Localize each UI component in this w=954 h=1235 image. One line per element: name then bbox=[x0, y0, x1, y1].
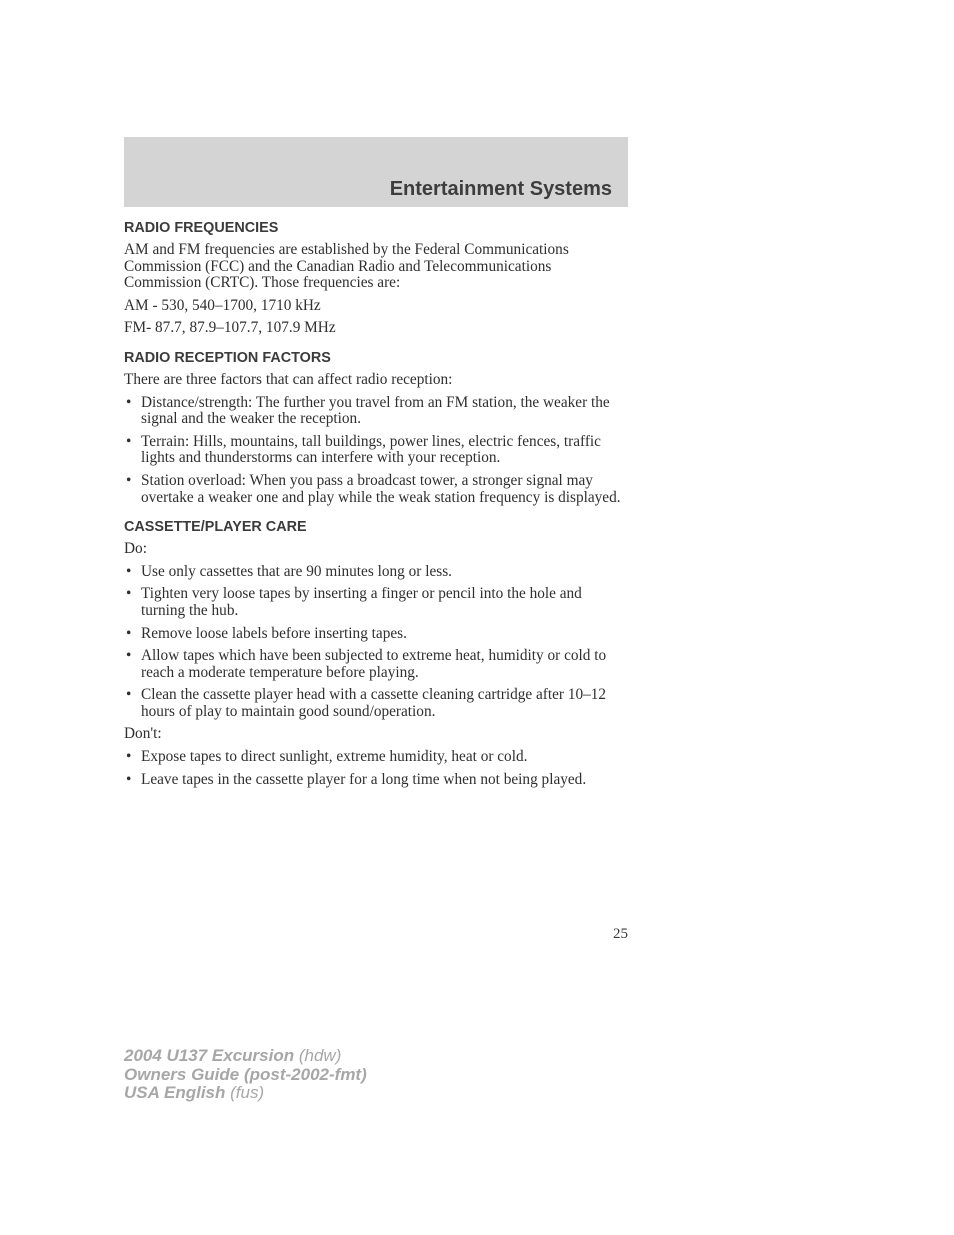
document-footer bbox=[124, 1047, 367, 1103]
list-item: • Allow tapes which have been subjected to extreme heat, humidity or cold to reach a moderate temperature before playing. bbox=[126, 647, 607, 681]
bullet-icon: • bbox=[126, 432, 132, 450]
dont-bullet-list bbox=[124, 749, 628, 788]
list-item: • Station overload: When you pass a broadcast tower, a stronger signal may overtake a weaker one and play while the weak station frequency is displayed. bbox=[126, 471, 621, 506]
bullet-icon: • bbox=[126, 393, 132, 411]
list-item: • Tighten very loose tapes by inserting a finger or pencil into the hole and turning the hub. bbox=[126, 585, 582, 619]
bullet-icon: • bbox=[126, 471, 132, 489]
page-number: 25 bbox=[613, 926, 628, 942]
section-heading: RADIO RECEPTION FACTORS bbox=[124, 349, 331, 366]
fm-frequencies: FM- 87.7, 87.9–107.7, 107.9 MHz bbox=[124, 319, 336, 337]
do-bullet-list bbox=[124, 564, 628, 721]
section-radio-reception-factors bbox=[124, 349, 628, 506]
paragraph: AM and FM frequencies are established by the Federal Communications Commission (FCC) and the Canadian Radio and Telecommunications Commission (CRTC). Those frequencies are: bbox=[124, 241, 569, 292]
page-content bbox=[124, 219, 628, 800]
page-title: Entertainment Systems bbox=[389, 178, 612, 200]
am-frequencies: AM - 530, 540–1700, 1710 kHz bbox=[124, 296, 321, 314]
section-cassette-player-care bbox=[124, 518, 628, 788]
bullet-icon: • bbox=[126, 624, 132, 642]
bullet-icon: • bbox=[126, 686, 132, 704]
list-item: • Clean the cassette player head with a cassette cleaning cartridge after 10–12 hours of play to maintain good sound/operation. bbox=[126, 686, 607, 720]
list-item: • Expose tapes to direct sunlight, extreme humidity, heat or cold. bbox=[126, 748, 528, 766]
list-item: • Leave tapes in the cassette player for a long time when not being played. bbox=[126, 770, 587, 788]
dont-label: Don't: bbox=[124, 725, 162, 743]
list-item: • Distance/strength: The further you travel from an FM station, the weaker the signal and the weaker the reception. bbox=[126, 393, 610, 428]
footer-line-3: USA English (fus) bbox=[124, 1083, 265, 1102]
list-item: • Terrain: Hills, mountains, tall buildings, power lines, electric fences, traffic lights and thunderstorms can interfere with your reception. bbox=[126, 432, 601, 467]
section-radio-frequencies bbox=[124, 219, 628, 337]
bullet-icon: • bbox=[126, 585, 132, 603]
footer-line-1: 2004 U137 Excursion (hdw) bbox=[124, 1046, 342, 1065]
section-heading: RADIO FREQUENCIES bbox=[124, 220, 279, 236]
bullet-list bbox=[124, 395, 628, 507]
section-heading: CASSETTE/PLAYER CARE bbox=[124, 519, 307, 536]
paragraph: There are three factors that can affect radio reception: bbox=[124, 370, 453, 388]
list-item: • Remove loose labels before inserting tapes. bbox=[126, 624, 407, 642]
bullet-icon: • bbox=[126, 770, 132, 788]
bullet-icon: • bbox=[126, 647, 132, 665]
footer-line-2: Owners Guide (post-2002-fmt) bbox=[124, 1064, 367, 1084]
do-label: Do: bbox=[124, 540, 147, 558]
section-header-band bbox=[124, 137, 628, 207]
bullet-icon: • bbox=[126, 748, 132, 766]
bullet-icon: • bbox=[126, 562, 132, 580]
list-item: • Use only cassettes that are 90 minutes long or less. bbox=[126, 562, 452, 580]
